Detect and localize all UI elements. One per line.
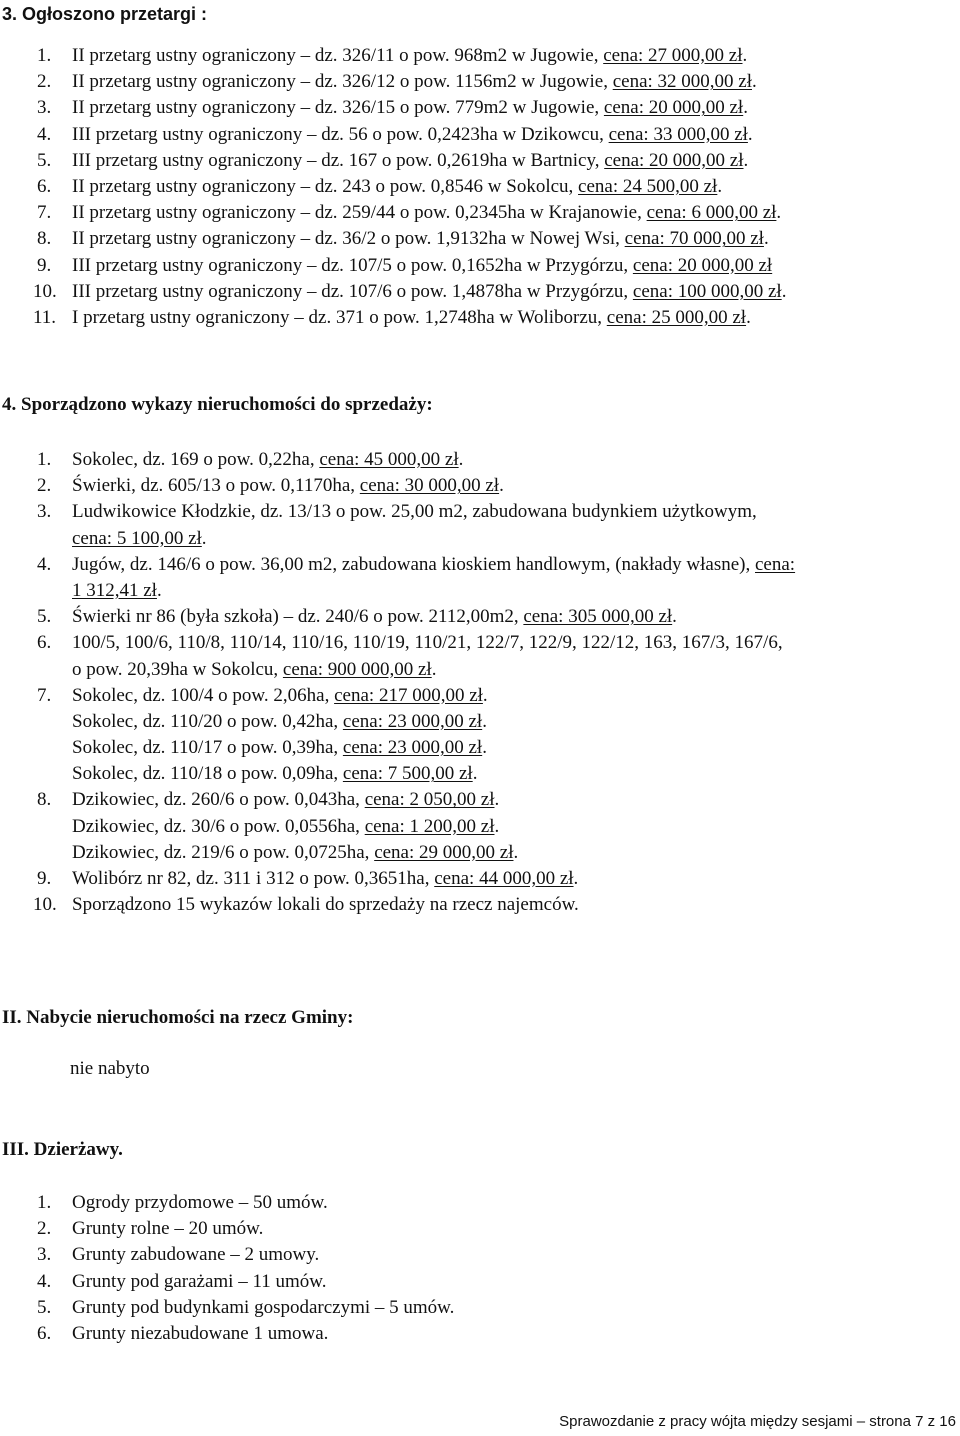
item-suffix: . xyxy=(513,841,519,863)
item-suffix: . xyxy=(482,737,487,759)
list-item xyxy=(0,578,950,604)
item-price: cena: 20 000,00 zł xyxy=(604,149,744,171)
item-description: III przetarg ustny ograniczony – dz. 107/6 o pow. 1,4878ha w Przygórzu, xyxy=(72,280,633,302)
item-description: Świerki, dz. 605/13 o pow. 0,1170ha, xyxy=(72,475,360,497)
list-item xyxy=(0,200,950,226)
item-suffix: . xyxy=(742,45,748,66)
list-item xyxy=(0,447,950,473)
item-price: cena: 23 000,00 zł xyxy=(342,710,483,732)
item-text xyxy=(72,735,487,761)
item-text xyxy=(72,866,578,892)
item-price: cena: 20 000,00 zł xyxy=(603,97,744,119)
item-number: 1. xyxy=(37,449,52,470)
item-number: 6. xyxy=(37,632,52,654)
item-suffix: . xyxy=(494,789,500,811)
section-ii-heading: II. Nabycie nieruchomości na rzecz Gminy: xyxy=(2,1007,354,1028)
item-text xyxy=(72,174,722,200)
item-description: Sokolec, dz. 110/20 o pow. 0,42ha, xyxy=(72,710,343,732)
item-number: 10. xyxy=(33,894,57,916)
item-description: Dzikowiec, dz. 219/6 o pow. 0,0725ha, xyxy=(72,841,375,863)
item-price: cena: 45 000,00 zł xyxy=(319,449,459,470)
list-item xyxy=(0,892,950,918)
item-price: cena: 25 000,00 zł xyxy=(606,306,747,328)
item-price: cena: 217 000,00 zł xyxy=(334,684,483,706)
item-text xyxy=(72,69,757,95)
item-description: II przetarg ustny ograniczony – dz. 326/11 o pow. 968m2 w Jugowie, xyxy=(72,45,604,66)
item-text xyxy=(72,892,579,918)
item-text xyxy=(72,95,748,121)
list-item xyxy=(0,253,950,279)
item-text xyxy=(72,709,487,735)
list-item xyxy=(0,122,950,148)
item-text xyxy=(72,578,162,604)
item-number: 8. xyxy=(37,228,52,250)
list-item xyxy=(0,1321,950,1347)
item-number: 4. xyxy=(37,1270,52,1292)
list-item xyxy=(0,1190,950,1216)
item-description: II przetarg ustny ograniczony – dz. 243 o pow. 0,8546 w Sokolcu, xyxy=(72,175,579,197)
item-suffix: . xyxy=(201,527,207,549)
item-suffix: . xyxy=(746,306,751,328)
item-price: cena: 24 500,00 zł xyxy=(578,175,718,197)
item-text: Grunty pod garażami – 11 umów. xyxy=(72,1270,327,1292)
item-number: 3. xyxy=(37,1244,52,1266)
item-text xyxy=(72,43,747,69)
item-description: I przetarg ustny ograniczony – dz. 371 o pow. 1,2748ha w Woliborzu, xyxy=(72,306,607,328)
item-price: cena: xyxy=(755,553,796,575)
section-iii-heading: III. Dzierżawy. xyxy=(2,1139,123,1160)
item-price: cena: 30 000,00 zł xyxy=(359,475,500,497)
item-description: Sporządzono 15 wykazów lokali do sprzedaży na rzecz najemców. xyxy=(72,894,579,916)
item-price: cena: 23 000,00 zł xyxy=(342,737,483,759)
item-text xyxy=(72,814,499,840)
list-item xyxy=(0,148,950,174)
item-text xyxy=(72,761,477,787)
list-item xyxy=(0,1295,950,1321)
list-item xyxy=(0,604,950,630)
item-price: cena: 7 500,00 zł xyxy=(342,763,473,785)
item-suffix: . xyxy=(776,202,782,224)
item-description: o pow. 20,39ha w Sokolcu, xyxy=(72,658,283,680)
item-description: Wolibórz nr 82, dz. 311 i 312 o pow. 0,3651ha, xyxy=(72,868,435,889)
item-description: II przetarg ustny ograniczony – dz. 259/44 o pow. 0,2345ha w Krajanowie, xyxy=(72,202,647,224)
list-item xyxy=(0,226,950,252)
item-text: Grunty rolne – 20 umów. xyxy=(72,1218,264,1240)
item-description: II przetarg ustny ograniczony – dz. 326/12 o pow. 1156m2 w Jugowie, xyxy=(72,71,613,93)
item-text xyxy=(72,526,207,552)
item-number: 6. xyxy=(37,175,52,197)
item-number: 11. xyxy=(33,306,57,328)
item-text xyxy=(72,253,772,279)
item-price: cena: 6 000,00 zł xyxy=(646,202,777,224)
item-description: Sokolec, dz. 110/18 o pow. 0,09ha, xyxy=(72,763,343,785)
item-number: 9. xyxy=(37,868,52,889)
item-text: Grunty niezabudowane 1 umowa. xyxy=(72,1322,329,1344)
list-item xyxy=(0,787,950,813)
item-number: 5. xyxy=(37,606,52,628)
section-3-heading: 3. Ogłoszono przetargi : xyxy=(2,4,208,24)
item-description: Sokolec, dz. 100/4 o pow. 2,06ha, xyxy=(72,684,335,706)
item-description: 100/5, 100/6, 110/8, 110/14, 110/16, 110/19, 110/21, 122/7, 122/9, 122/12, 163, 167/3, 167/6, xyxy=(72,632,783,654)
list-item xyxy=(0,174,950,200)
list-item xyxy=(0,761,950,787)
item-suffix: . xyxy=(482,684,488,706)
item-description: II przetarg ustny ograniczony – dz. 36/2 o pow. 1,9132ha w Nowej Wsi, xyxy=(72,228,625,250)
item-suffix: . xyxy=(482,710,487,732)
item-price: cena: 305 000,00 zł xyxy=(523,606,673,628)
item-price: cena: 29 000,00 zł xyxy=(374,841,514,863)
item-number: 6. xyxy=(37,1322,52,1344)
item-price: cena: 27 000,00 zł xyxy=(603,45,743,66)
list-item xyxy=(0,43,950,69)
item-text xyxy=(72,683,488,709)
item-description: Ludwikowice Kłodzkie, dz. 13/13 o pow. 25,00 m2, zabudowana budynkiem użytkowym, xyxy=(72,501,757,523)
item-number: 9. xyxy=(37,254,52,276)
item-price: cena: 20 000,00 zł xyxy=(632,254,773,276)
page-footer: Sprawozdanie z pracy wójta między sesjami – strona 7 z 16 xyxy=(559,1413,956,1430)
list-item xyxy=(0,1242,950,1268)
item-number: 2. xyxy=(37,71,52,93)
item-text: Ogrody przydomowe – 50 umów. xyxy=(72,1192,328,1213)
acquisition-text: nie nabyto xyxy=(70,1058,150,1079)
auction-list xyxy=(0,43,950,331)
item-suffix: . xyxy=(472,763,478,785)
item-text: Grunty zabudowane – 2 umowy. xyxy=(72,1244,320,1266)
list-item xyxy=(0,526,950,552)
item-suffix: . xyxy=(672,606,677,628)
item-description: Dzikowiec, dz. 30/6 o pow. 0,0556ha, xyxy=(72,815,365,837)
item-suffix: . xyxy=(499,475,504,497)
item-suffix: . xyxy=(763,228,769,250)
list-item xyxy=(0,1216,950,1242)
item-text xyxy=(72,473,504,499)
item-description: Sokolec, dz. 169 o pow. 0,22ha, xyxy=(72,449,320,470)
item-price: 1 312,41 zł xyxy=(72,579,157,601)
item-number: 2. xyxy=(37,1218,52,1240)
list-item xyxy=(0,735,950,761)
item-text xyxy=(72,226,769,252)
item-suffix: . xyxy=(458,449,464,470)
item-price: cena: 5 100,00 zł xyxy=(72,527,202,549)
item-number: 3. xyxy=(37,501,52,523)
item-text xyxy=(72,122,753,148)
item-text xyxy=(72,279,786,305)
item-text xyxy=(72,552,795,578)
item-suffix: . xyxy=(743,97,748,119)
item-price: cena: 70 000,00 zł xyxy=(624,228,764,250)
item-text xyxy=(72,840,518,866)
list-item xyxy=(0,866,950,892)
item-description: Dzikowiec, dz. 260/6 o pow. 0,043ha, xyxy=(72,789,365,811)
item-number: 4. xyxy=(37,553,52,575)
list-item xyxy=(0,840,950,866)
item-number: 5. xyxy=(37,1296,52,1318)
item-description: Sokolec, dz. 110/17 o pow. 0,39ha, xyxy=(72,737,343,759)
item-description: III przetarg ustny ograniczony – dz. 107/5 o pow. 0,1652ha w Przygórzu, xyxy=(72,254,633,276)
item-number: 8. xyxy=(37,789,52,811)
item-text xyxy=(72,657,436,683)
item-price: cena: 44 000,00 zł xyxy=(434,868,574,889)
item-text xyxy=(72,604,677,630)
item-description: Jugów, dz. 146/6 o pow. 36,00 m2, zabudowana kioskiem handlowym, (nakłady własne), xyxy=(72,553,755,575)
item-price: cena: 1 200,00 zł xyxy=(364,815,495,837)
item-number: 4. xyxy=(37,123,52,145)
item-text xyxy=(72,305,751,331)
item-number: 3. xyxy=(37,97,52,119)
list-item xyxy=(0,552,950,578)
list-item xyxy=(0,683,950,709)
item-number: 5. xyxy=(37,149,52,171)
list-item xyxy=(0,279,950,305)
item-number: 7. xyxy=(37,684,52,706)
item-text xyxy=(72,630,783,656)
item-suffix: . xyxy=(431,658,437,680)
list-item xyxy=(0,305,950,331)
item-description: II przetarg ustny ograniczony – dz. 326/15 o pow. 779m2 w Jugowie, xyxy=(72,97,604,119)
item-number: 1. xyxy=(37,45,52,66)
item-suffix: . xyxy=(717,175,723,197)
item-price: cena: 100 000,00 zł xyxy=(632,280,782,302)
item-description: III przetarg ustny ograniczony – dz. 56 o pow. 0,2423ha w Dzikowcu, xyxy=(72,123,609,145)
item-suffix: . xyxy=(781,280,787,302)
list-item xyxy=(0,657,950,683)
list-item xyxy=(0,1269,950,1295)
item-suffix: . xyxy=(573,868,579,889)
item-suffix: . xyxy=(743,149,749,171)
item-price: cena: 900 000,00 zł xyxy=(282,658,432,680)
list-item xyxy=(0,95,950,121)
sale-list xyxy=(0,447,950,918)
item-description: Świerki nr 86 (była szkoła) – dz. 240/6 o pow. 2112,00m2, xyxy=(72,606,524,628)
item-price: cena: 33 000,00 zł xyxy=(608,123,748,145)
item-number: 10. xyxy=(33,280,57,302)
item-price: cena: 32 000,00 zł xyxy=(612,71,752,93)
item-suffix: . xyxy=(494,815,500,837)
item-number: 1. xyxy=(37,1192,52,1213)
item-suffix: . xyxy=(747,123,753,145)
item-text xyxy=(72,787,499,813)
item-text xyxy=(72,499,757,525)
list-item xyxy=(0,709,950,735)
item-text: Grunty pod budynkami gospodarczymi – 5 umów. xyxy=(72,1296,455,1318)
item-text xyxy=(72,447,463,473)
item-number: 2. xyxy=(37,475,52,497)
list-item xyxy=(0,499,950,525)
item-text xyxy=(72,200,781,226)
item-suffix: . xyxy=(752,71,757,93)
lease-list xyxy=(0,1190,950,1347)
item-description: III przetarg ustny ograniczony – dz. 167 o pow. 0,2619ha w Bartnicy, xyxy=(72,149,605,171)
list-item xyxy=(0,69,950,95)
list-item xyxy=(0,630,950,656)
section-4-heading: 4. Sporządzono wykazy nieruchomości do sprzedaży: xyxy=(2,394,433,415)
item-number: 7. xyxy=(37,202,52,224)
list-item xyxy=(0,473,950,499)
list-item xyxy=(0,814,950,840)
item-text xyxy=(72,148,748,174)
item-suffix: . xyxy=(156,579,162,601)
item-price: cena: 2 050,00 zł xyxy=(364,789,495,811)
